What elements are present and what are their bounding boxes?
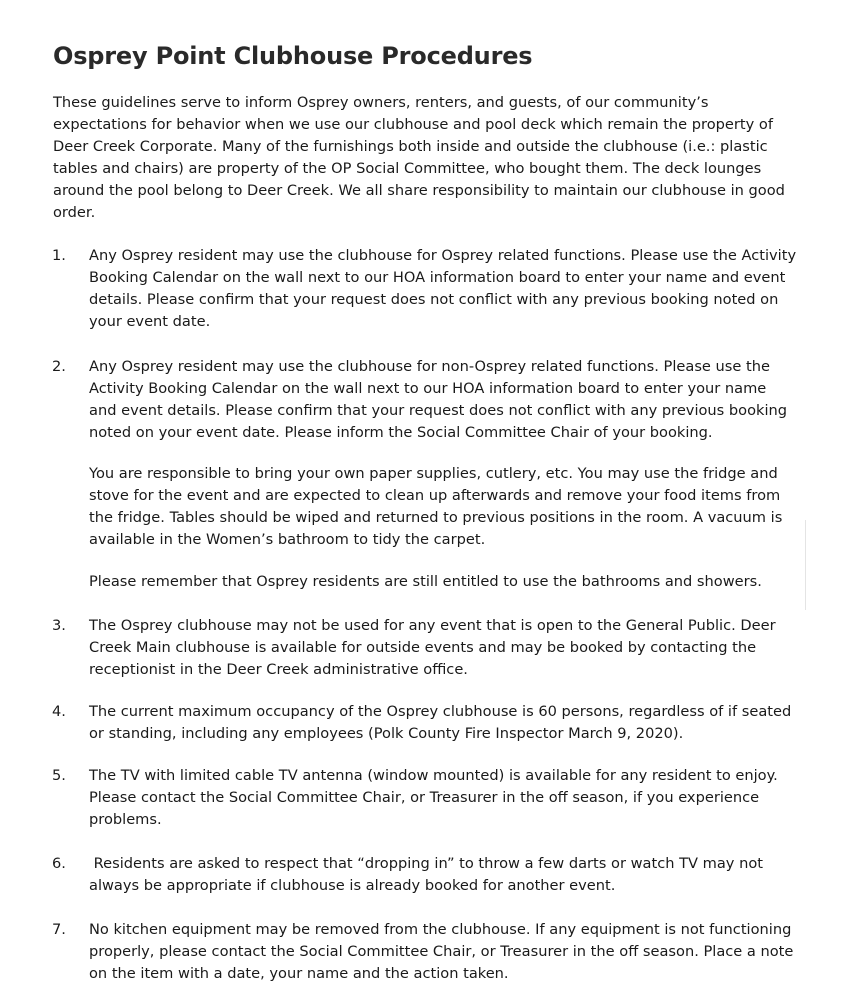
item-text [89,245,799,333]
item-number: 4. [52,703,66,720]
page-title: Osprey Point Clubhouse Procedures [53,42,533,70]
item-number: 7. [52,921,66,938]
item-2-paragraph-bathrooms [89,571,799,593]
item-2-paragraph-supplies [89,463,799,551]
item-line: Please contact the Social Committee Chair, or Treasurer in the off season, if you experience [89,789,760,806]
item-line: Any Osprey resident may use the clubhouse for non-Osprey related functions. Please use the [89,358,770,375]
intro-line: order. [53,204,96,221]
item-line: noted on your event date. Please inform the Social Committee Chair of your booking. [89,424,713,441]
item-line: The TV with limited cable TV antenna (window mounted) is available for any resident to enjoy. [89,767,778,784]
item-line: Activity Booking Calendar on the wall next to our HOA information board to enter your name [89,380,767,397]
intro-line: tables and chairs) are property of the OP Social Committee, who bought them. The deck lounges [53,160,762,177]
intro-paragraph [53,92,793,224]
item-number: 2. [52,358,66,375]
item-text [89,615,799,681]
item-line: Creek Main clubhouse is available for outside events and may be booked by contacting the [89,639,757,656]
item-line: always be appropriate if clubhouse is already booked for another event. [89,877,616,894]
item-line: You are responsible to bring your own paper supplies, cutlery, etc. You may use the fridge and [89,465,778,482]
item-number: 6. [52,855,66,872]
item-line: Any Osprey resident may use the clubhouse for Osprey related functions. Please use the Activity [89,247,797,264]
item-number: 1. [52,247,66,264]
item-line: The current maximum occupancy of the Osprey clubhouse is 60 persons, regardless of if seated [89,703,792,720]
item-text [89,765,799,831]
item-line: the fridge. Tables should be wiped and returned to previous positions in the room. A vacuum is [89,509,783,526]
item-line: Residents are asked to respect that “dropping in” to throw a few darts or watch TV may not [89,855,763,872]
item-line: on the item with a date, your name and the action taken. [89,965,509,982]
item-line: receptionist in the Deer Creek administrative office. [89,661,468,678]
item-line: The Osprey clubhouse may not be used for any event that is open to the General Public. Deer [89,617,776,634]
item-line: Please remember that Osprey residents are still entitled to use the bathrooms and showers. [89,573,762,590]
item-text [89,919,799,985]
intro-line: expectations for behavior when we use our clubhouse and pool deck which remain the property of [53,116,773,133]
item-line: your event date. [89,313,211,330]
item-number: 3. [52,617,66,634]
item-line: details. Please confirm that your request does not conflict with any previous booking noted on [89,291,779,308]
scan-edge-line [805,520,806,610]
intro-line: around the pool belong to Deer Creek. We all share responsibility to maintain our clubhouse in good [53,182,785,199]
item-text [89,701,799,745]
item-line: and event details. Please confirm that your request does not conflict with any previous booking [89,402,788,419]
item-line: available in the Women’s bathroom to tidy the carpet. [89,531,486,548]
item-text [89,356,799,444]
intro-line: Deer Creek Corporate. Many of the furnishings both inside and outside the clubhouse (i.e.: plastic [53,138,768,155]
item-line: Booking Calendar on the wall next to our HOA information board to enter your name and event [89,269,786,286]
item-line: stove for the event and are expected to clean up afterwards and remove your food items from [89,487,781,504]
item-line: No kitchen equipment may be removed from the clubhouse. If any equipment is not functioning [89,921,792,938]
item-line: or standing, including any employees (Polk County Fire Inspector March 9, 2020). [89,725,684,742]
item-line: properly, please contact the Social Committee Chair, or Treasurer in the off season. Place a note [89,943,794,960]
intro-line: These guidelines serve to inform Osprey owners, renters, and guests, of our community’s [53,94,709,111]
item-text [89,853,799,897]
item-line: problems. [89,811,162,828]
item-number: 5. [52,767,66,784]
